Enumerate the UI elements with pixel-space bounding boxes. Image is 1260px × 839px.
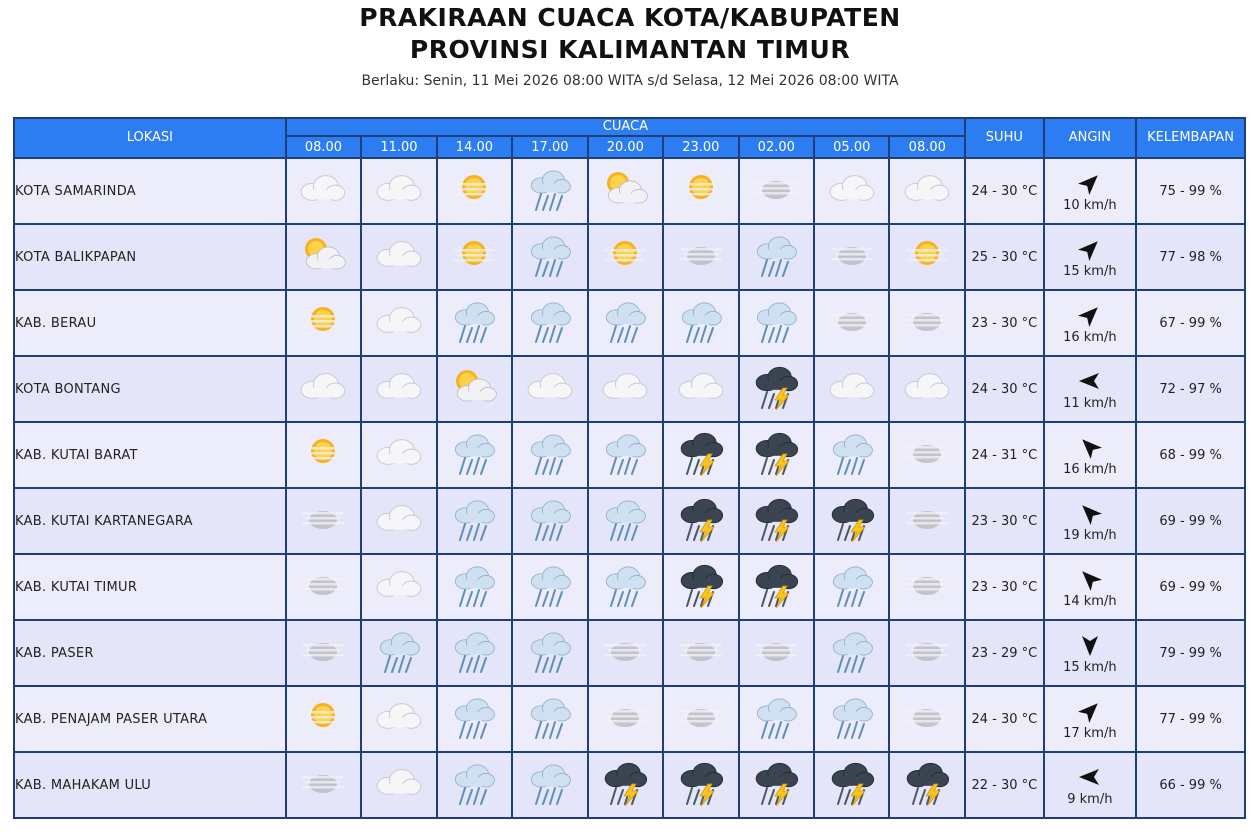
weather-cell (286, 554, 361, 620)
page-subtitle: PROVINSI KALIMANTAN TIMUR (409, 35, 851, 64)
weather-cell (814, 686, 889, 752)
weather-cell (512, 620, 587, 686)
weather-cell (437, 488, 512, 554)
weather-cell (588, 356, 663, 422)
thunderstorm-icon (823, 527, 881, 546)
rain-icon (521, 659, 579, 678)
wind-speed: 9 km/h (1067, 791, 1113, 807)
weather-cell (889, 620, 965, 686)
wind-direction-icon (1077, 236, 1103, 266)
haze-icon (672, 659, 730, 678)
wind-direction-icon (1077, 170, 1103, 200)
cloudy-icon (898, 197, 956, 216)
weather-cell (512, 488, 587, 554)
wind-speed: 17 km/h (1063, 725, 1117, 741)
weather-cell (286, 158, 361, 224)
location-cell: KAB. KUTAI KARTANEGARA (14, 488, 286, 554)
page-header (0, 0, 1260, 116)
cloudy-icon (370, 329, 428, 348)
table-row (14, 290, 1245, 356)
temperature-cell: 24 - 30 °C (965, 356, 1044, 422)
temperature-cell: 24 - 30 °C (965, 686, 1044, 752)
rain-icon (521, 461, 579, 480)
weather-cell (663, 290, 738, 356)
weather-cell (437, 686, 512, 752)
weather-cell (889, 554, 965, 620)
haze-icon (672, 725, 730, 744)
rain-icon (521, 263, 579, 282)
weather-cell (814, 224, 889, 290)
rain-icon (747, 329, 805, 348)
wind-direction-icon (1077, 368, 1103, 398)
rain-icon (672, 329, 730, 348)
time-header: 23.00 (663, 136, 738, 158)
thunderstorm-icon (672, 791, 730, 810)
rain-icon (521, 329, 579, 348)
weather-cell (361, 158, 436, 224)
weather-cell (512, 554, 587, 620)
wind-cell (1044, 158, 1137, 224)
haze-icon (294, 527, 352, 546)
weather-cell (437, 224, 512, 290)
thunderstorm-icon (823, 791, 881, 810)
time-header: 05.00 (814, 136, 889, 158)
weather-cell (588, 158, 663, 224)
weather-cell (588, 224, 663, 290)
weather-cell (663, 224, 738, 290)
haze-icon (823, 263, 881, 282)
humidity-cell: 77 - 98 % (1136, 224, 1245, 290)
cloudy-icon (370, 527, 428, 546)
rain-icon (823, 461, 881, 480)
wind-speed: 15 km/h (1063, 659, 1117, 675)
location-cell: KOTA BONTANG (14, 356, 286, 422)
weather-cell (361, 422, 436, 488)
weather-cell (889, 422, 965, 488)
hazy-sun-icon (294, 461, 352, 480)
wind-direction-icon (1077, 566, 1103, 596)
weather-cell (588, 290, 663, 356)
weather-cell (512, 686, 587, 752)
forecast-table (13, 117, 1246, 819)
weather-cell (814, 488, 889, 554)
temperature-cell: 24 - 30 °C (965, 158, 1044, 224)
weather-cell (889, 356, 965, 422)
location-cell: KAB. KUTAI TIMUR (14, 554, 286, 620)
hazy-sun-icon (294, 329, 352, 348)
rain-icon (445, 527, 503, 546)
cloudy-icon (898, 395, 956, 414)
weather-cell (663, 686, 738, 752)
location-cell: KAB. KUTAI BARAT (14, 422, 286, 488)
weather-cell (512, 290, 587, 356)
wind-cell (1044, 620, 1137, 686)
temperature-cell: 25 - 30 °C (965, 224, 1044, 290)
cloudy-icon (370, 791, 428, 810)
haze-icon (898, 461, 956, 480)
haze-icon (898, 593, 956, 612)
wind-speed: 19 km/h (1063, 527, 1117, 543)
hazy-sun-icon (672, 197, 730, 216)
hazy-sun-icon (294, 725, 352, 744)
temperature-cell: 24 - 31 °C (965, 422, 1044, 488)
rain-icon (596, 527, 654, 546)
cloudy-icon (596, 395, 654, 414)
weather-cell (286, 290, 361, 356)
wind-cell (1044, 686, 1137, 752)
weather-cell (512, 224, 587, 290)
cloudy-icon (294, 395, 352, 414)
time-header: 17.00 (512, 136, 587, 158)
weather-cell (889, 290, 965, 356)
location-cell: KOTA BALIKPAPAN (14, 224, 286, 290)
wind-cell (1044, 554, 1137, 620)
wind-direction-icon (1077, 500, 1103, 530)
wind-speed: 16 km/h (1063, 461, 1117, 477)
rain-icon (747, 263, 805, 282)
wind-speed: 14 km/h (1063, 593, 1117, 609)
wind-speed: 16 km/h (1063, 329, 1117, 345)
weather-cell (588, 554, 663, 620)
weather-cell (889, 158, 965, 224)
weather-cell (739, 488, 814, 554)
weather-cell (588, 752, 663, 818)
wind-direction-icon (1077, 632, 1103, 662)
haze-icon (672, 263, 730, 282)
weather-cell (588, 488, 663, 554)
thunderstorm-icon (747, 593, 805, 612)
time-header: 08.00 (286, 136, 361, 158)
weather-cell (739, 356, 814, 422)
rain-icon (823, 593, 881, 612)
weather-cell (361, 752, 436, 818)
weather-cell (588, 422, 663, 488)
weather-cell (437, 158, 512, 224)
weather-cell (437, 356, 512, 422)
cloudy-icon (823, 395, 881, 414)
weather-cell (814, 422, 889, 488)
table-row (14, 752, 1245, 818)
weather-cell (663, 158, 738, 224)
haze-icon (898, 527, 956, 546)
humidity-cell: 69 - 99 % (1136, 488, 1245, 554)
temperature-header: SUHU (965, 118, 1044, 158)
weather-cell (286, 356, 361, 422)
rain-icon (823, 725, 881, 744)
rain-icon (521, 527, 579, 546)
weather-cell (739, 224, 814, 290)
weather-cell (814, 554, 889, 620)
wind-speed: 10 km/h (1063, 197, 1117, 213)
cloudy-icon (370, 263, 428, 282)
weather-cell (889, 686, 965, 752)
weather-cell (814, 620, 889, 686)
haze-icon (294, 593, 352, 612)
weather-header: CUACA (286, 118, 965, 136)
weather-cell (663, 422, 738, 488)
humidity-cell: 75 - 99 % (1136, 158, 1245, 224)
humidity-cell: 68 - 99 % (1136, 422, 1245, 488)
weather-cell (814, 752, 889, 818)
temperature-cell: 23 - 30 °C (965, 554, 1044, 620)
haze-icon (294, 659, 352, 678)
temperature-cell: 22 - 30 °C (965, 752, 1044, 818)
validity-period: Berlaku: Senin, 11 Mei 2026 08:00 WITA s/d Selasa, 12 Mei 2026 08:00 WITA (361, 73, 899, 89)
haze-icon (823, 329, 881, 348)
cloudy-icon (370, 725, 428, 744)
weather-cell (361, 686, 436, 752)
location-header: LOKASI (14, 118, 286, 158)
cloudy-icon (370, 395, 428, 414)
rain-icon (521, 197, 579, 216)
rain-icon (596, 329, 654, 348)
humidity-cell: 79 - 99 % (1136, 620, 1245, 686)
rain-icon (823, 659, 881, 678)
weather-cell (437, 620, 512, 686)
time-header: 20.00 (588, 136, 663, 158)
weather-cell (588, 686, 663, 752)
table-row (14, 620, 1245, 686)
rain-icon (747, 725, 805, 744)
wind-cell (1044, 224, 1137, 290)
temperature-cell: 23 - 30 °C (965, 290, 1044, 356)
cloudy-icon (370, 461, 428, 480)
haze-icon (898, 659, 956, 678)
hazy-sun-icon (445, 197, 503, 216)
wind-speed: 15 km/h (1063, 263, 1117, 279)
rain-icon (445, 329, 503, 348)
wind-direction-icon (1077, 302, 1103, 332)
partly-cloudy-icon (445, 395, 503, 414)
haze-icon (898, 725, 956, 744)
weather-cell (663, 752, 738, 818)
location-cell: KOTA SAMARINDA (14, 158, 286, 224)
haze-icon (294, 791, 352, 810)
table-row (14, 488, 1245, 554)
weather-cell (361, 554, 436, 620)
location-cell: KAB. PASER (14, 620, 286, 686)
wind-direction-icon (1077, 764, 1103, 794)
table-row (14, 422, 1245, 488)
humidity-header: KELEMBAPAN (1136, 118, 1245, 158)
temperature-cell: 23 - 29 °C (965, 620, 1044, 686)
time-header: 02.00 (739, 136, 814, 158)
thunderstorm-icon (747, 791, 805, 810)
weather-cell (814, 158, 889, 224)
weather-cell (814, 356, 889, 422)
location-cell: KAB. BERAU (14, 290, 286, 356)
haze-icon (596, 725, 654, 744)
weather-cell (739, 158, 814, 224)
weather-cell (814, 290, 889, 356)
humidity-cell: 69 - 99 % (1136, 554, 1245, 620)
weather-cell (739, 290, 814, 356)
location-cell: KAB. PENAJAM PASER UTARA (14, 686, 286, 752)
weather-cell (361, 290, 436, 356)
weather-cell (512, 356, 587, 422)
weather-cell (663, 356, 738, 422)
weather-cell (437, 554, 512, 620)
hazy-sun-icon (596, 263, 654, 282)
thunderstorm-icon (747, 527, 805, 546)
haze-icon (747, 197, 805, 216)
table-row (14, 158, 1245, 224)
rain-icon (445, 791, 503, 810)
thunderstorm-icon (898, 791, 956, 810)
weather-cell (286, 422, 361, 488)
time-header: 11.00 (361, 136, 436, 158)
weather-cell (588, 620, 663, 686)
weather-cell (286, 686, 361, 752)
hazy-sun-icon (898, 263, 956, 282)
weather-cell (663, 554, 738, 620)
weather-cell (739, 422, 814, 488)
weather-cell (361, 488, 436, 554)
thunderstorm-icon (747, 461, 805, 480)
weather-cell (739, 620, 814, 686)
weather-cell (739, 554, 814, 620)
table-row (14, 686, 1245, 752)
rain-icon (370, 659, 428, 678)
thunderstorm-icon (672, 461, 730, 480)
rain-icon (596, 461, 654, 480)
humidity-cell: 67 - 99 % (1136, 290, 1245, 356)
table-row (14, 356, 1245, 422)
weather-cell (437, 752, 512, 818)
thunderstorm-icon (672, 527, 730, 546)
haze-icon (596, 659, 654, 678)
time-header: 14.00 (437, 136, 512, 158)
wind-cell (1044, 488, 1137, 554)
cloudy-icon (672, 395, 730, 414)
weather-cell (286, 620, 361, 686)
table-row (14, 224, 1245, 290)
weather-cell (437, 290, 512, 356)
rain-icon (596, 593, 654, 612)
cloudy-icon (294, 197, 352, 216)
temperature-cell: 23 - 30 °C (965, 488, 1044, 554)
weather-cell (889, 224, 965, 290)
haze-icon (898, 329, 956, 348)
weather-cell (286, 224, 361, 290)
wind-cell (1044, 356, 1137, 422)
thunderstorm-icon (596, 791, 654, 810)
weather-cell (739, 686, 814, 752)
cloudy-icon (823, 197, 881, 216)
humidity-cell: 77 - 99 % (1136, 686, 1245, 752)
weather-cell (512, 752, 587, 818)
partly-cloudy-icon (596, 197, 654, 216)
hazy-sun-icon (445, 263, 503, 282)
rain-icon (445, 659, 503, 678)
weather-cell (889, 488, 965, 554)
weather-cell (361, 356, 436, 422)
wind-direction-icon (1077, 698, 1103, 728)
weather-cell (889, 752, 965, 818)
wind-cell (1044, 422, 1137, 488)
weather-cell (512, 422, 587, 488)
thunderstorm-icon (672, 593, 730, 612)
thunderstorm-icon (747, 395, 805, 414)
wind-header: ANGIN (1044, 118, 1137, 158)
weather-cell (437, 422, 512, 488)
humidity-cell: 72 - 97 % (1136, 356, 1245, 422)
weather-cell (663, 488, 738, 554)
weather-cell (361, 224, 436, 290)
weather-cell (361, 620, 436, 686)
cloudy-icon (370, 197, 428, 216)
rain-icon (445, 593, 503, 612)
cloudy-icon (370, 593, 428, 612)
page-title: PRAKIRAAN CUACA KOTA/KABUPATEN (359, 3, 901, 32)
rain-icon (445, 461, 503, 480)
rain-icon (521, 791, 579, 810)
weather-cell (739, 752, 814, 818)
wind-cell (1044, 752, 1137, 818)
humidity-cell: 66 - 99 % (1136, 752, 1245, 818)
cloudy-icon (521, 395, 579, 414)
weather-cell (512, 158, 587, 224)
wind-direction-icon (1077, 434, 1103, 464)
table-row (14, 554, 1245, 620)
rain-icon (521, 593, 579, 612)
weather-cell (286, 752, 361, 818)
time-header: 08.00 (889, 136, 965, 158)
location-cell: KAB. MAHAKAM ULU (14, 752, 286, 818)
haze-icon (747, 659, 805, 678)
weather-cell (286, 488, 361, 554)
weather-cell (663, 620, 738, 686)
rain-icon (445, 725, 503, 744)
partly-cloudy-icon (294, 263, 352, 282)
wind-speed: 11 km/h (1063, 395, 1117, 411)
wind-cell (1044, 290, 1137, 356)
rain-icon (521, 725, 579, 744)
